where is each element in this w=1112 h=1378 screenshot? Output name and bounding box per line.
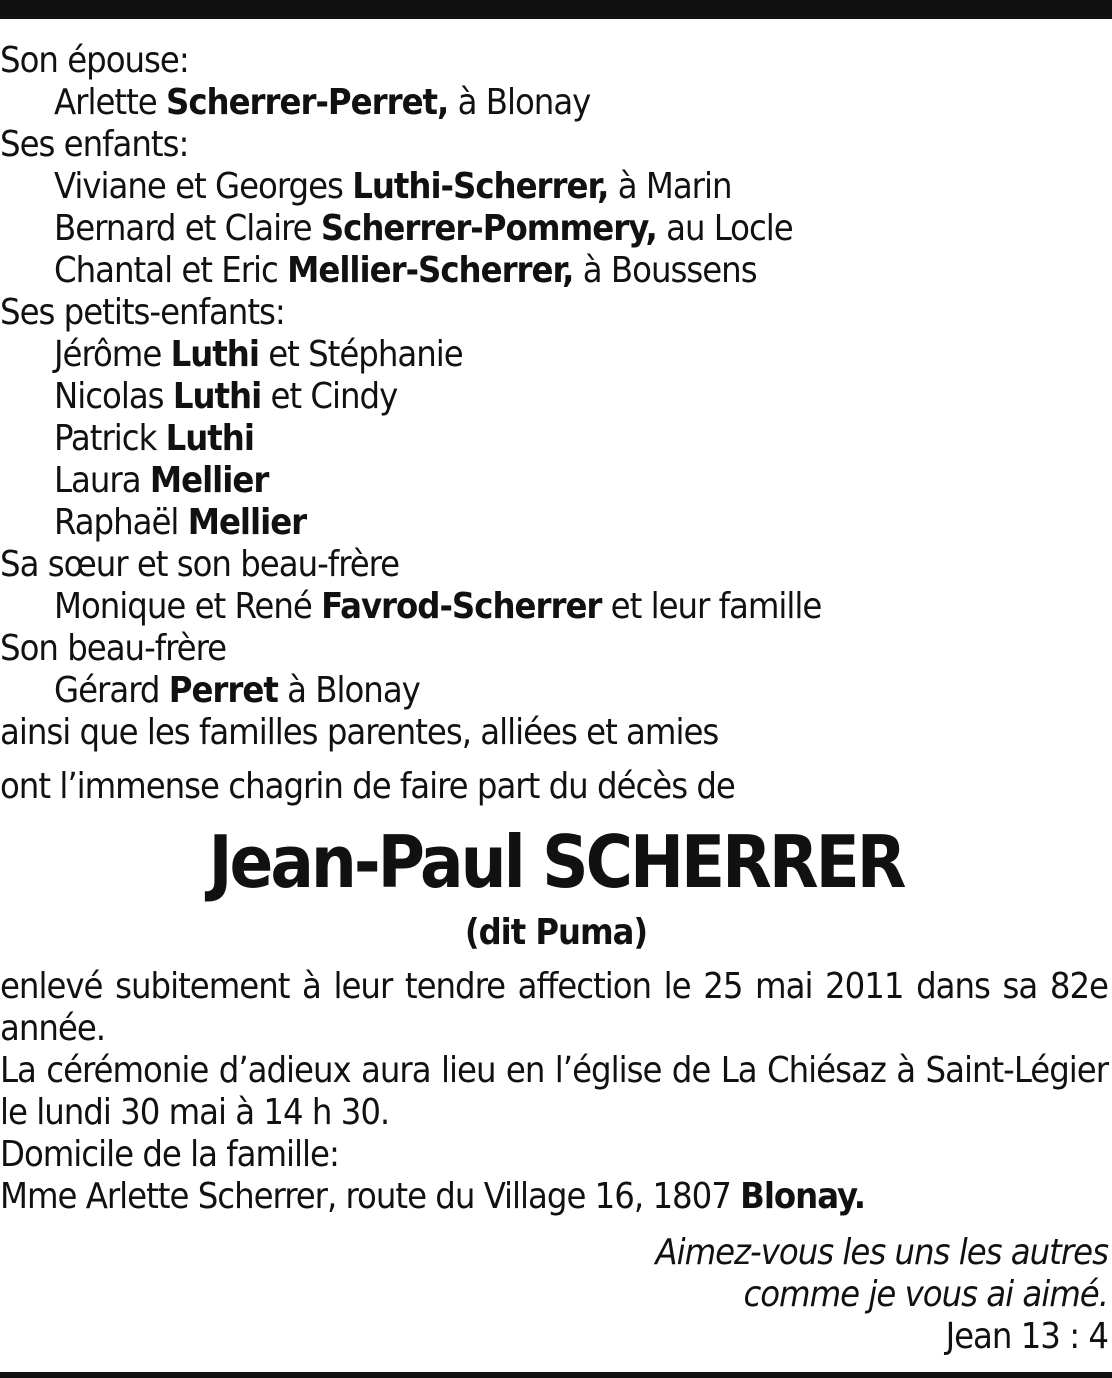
home-label: Domicile de la famille: — [0, 1134, 339, 1175]
grandchild-entry: Jérôme Luthi et Stéphanie — [54, 334, 463, 375]
top-rule — [0, 0, 1112, 19]
deceased-nickname: (dit Puma) — [464, 912, 648, 953]
announcement: ont l’immense chagrin de faire part du décès de — [0, 766, 735, 807]
verse-line-1: Aimez-vous les uns les autres — [655, 1232, 1108, 1273]
child-entry: Viviane et Georges Luthi-Scherrer, à Marin — [54, 166, 732, 207]
spouse-entry: Arlette Scherrer-Perret, à Blonay — [54, 82, 591, 123]
other-families: ainsi que les familles parentes, alliées et amies — [0, 712, 719, 753]
spouse-label: Son épouse: — [0, 40, 189, 81]
verse-line-2: comme je vous ai aimé. — [743, 1274, 1108, 1315]
grandchild-entry: Nicolas Luthi et Cindy — [54, 376, 398, 417]
ceremony-details: La cérémonie d’adieux aura lieu en l’église de La Chiésaz à Saint-Légier le lundi 30 mai à 14 h 30. — [0, 1050, 1108, 1133]
child-entry: Bernard et Claire Scherrer-Pommery, au Locle — [54, 208, 793, 249]
grandchild-entry: Patrick Luthi — [54, 418, 254, 459]
child-entry: Chantal et Eric Mellier-Scherrer, à Boussens — [54, 250, 757, 291]
bottom-rule — [0, 1372, 1112, 1378]
verse-reference: Jean 13 : 4 — [945, 1316, 1108, 1357]
brother-in-law-entry: Gérard Perret à Blonay — [54, 670, 420, 711]
death-details: enlevé subitement à leur tendre affection le 25 mai 2011 dans sa 82e année. — [0, 966, 1108, 1049]
brother-in-law-label: Son beau-frère — [0, 628, 227, 669]
home-address: Mme Arlette Scherrer, route du Village 16, 1807 Blonay. — [0, 1176, 866, 1217]
grandchild-entry: Laura Mellier — [54, 460, 269, 501]
sister-entry: Monique et René Favrod-Scherrer et leur famille — [54, 586, 822, 627]
deceased-name: Jean-Paul SCHERRER — [208, 820, 904, 904]
children-label: Ses enfants: — [0, 124, 189, 165]
grandchildren-label: Ses petits-enfants: — [0, 292, 285, 333]
sister-label: Sa sœur et son beau-frère — [0, 544, 400, 585]
grandchild-entry: Raphaël Mellier — [54, 502, 307, 543]
